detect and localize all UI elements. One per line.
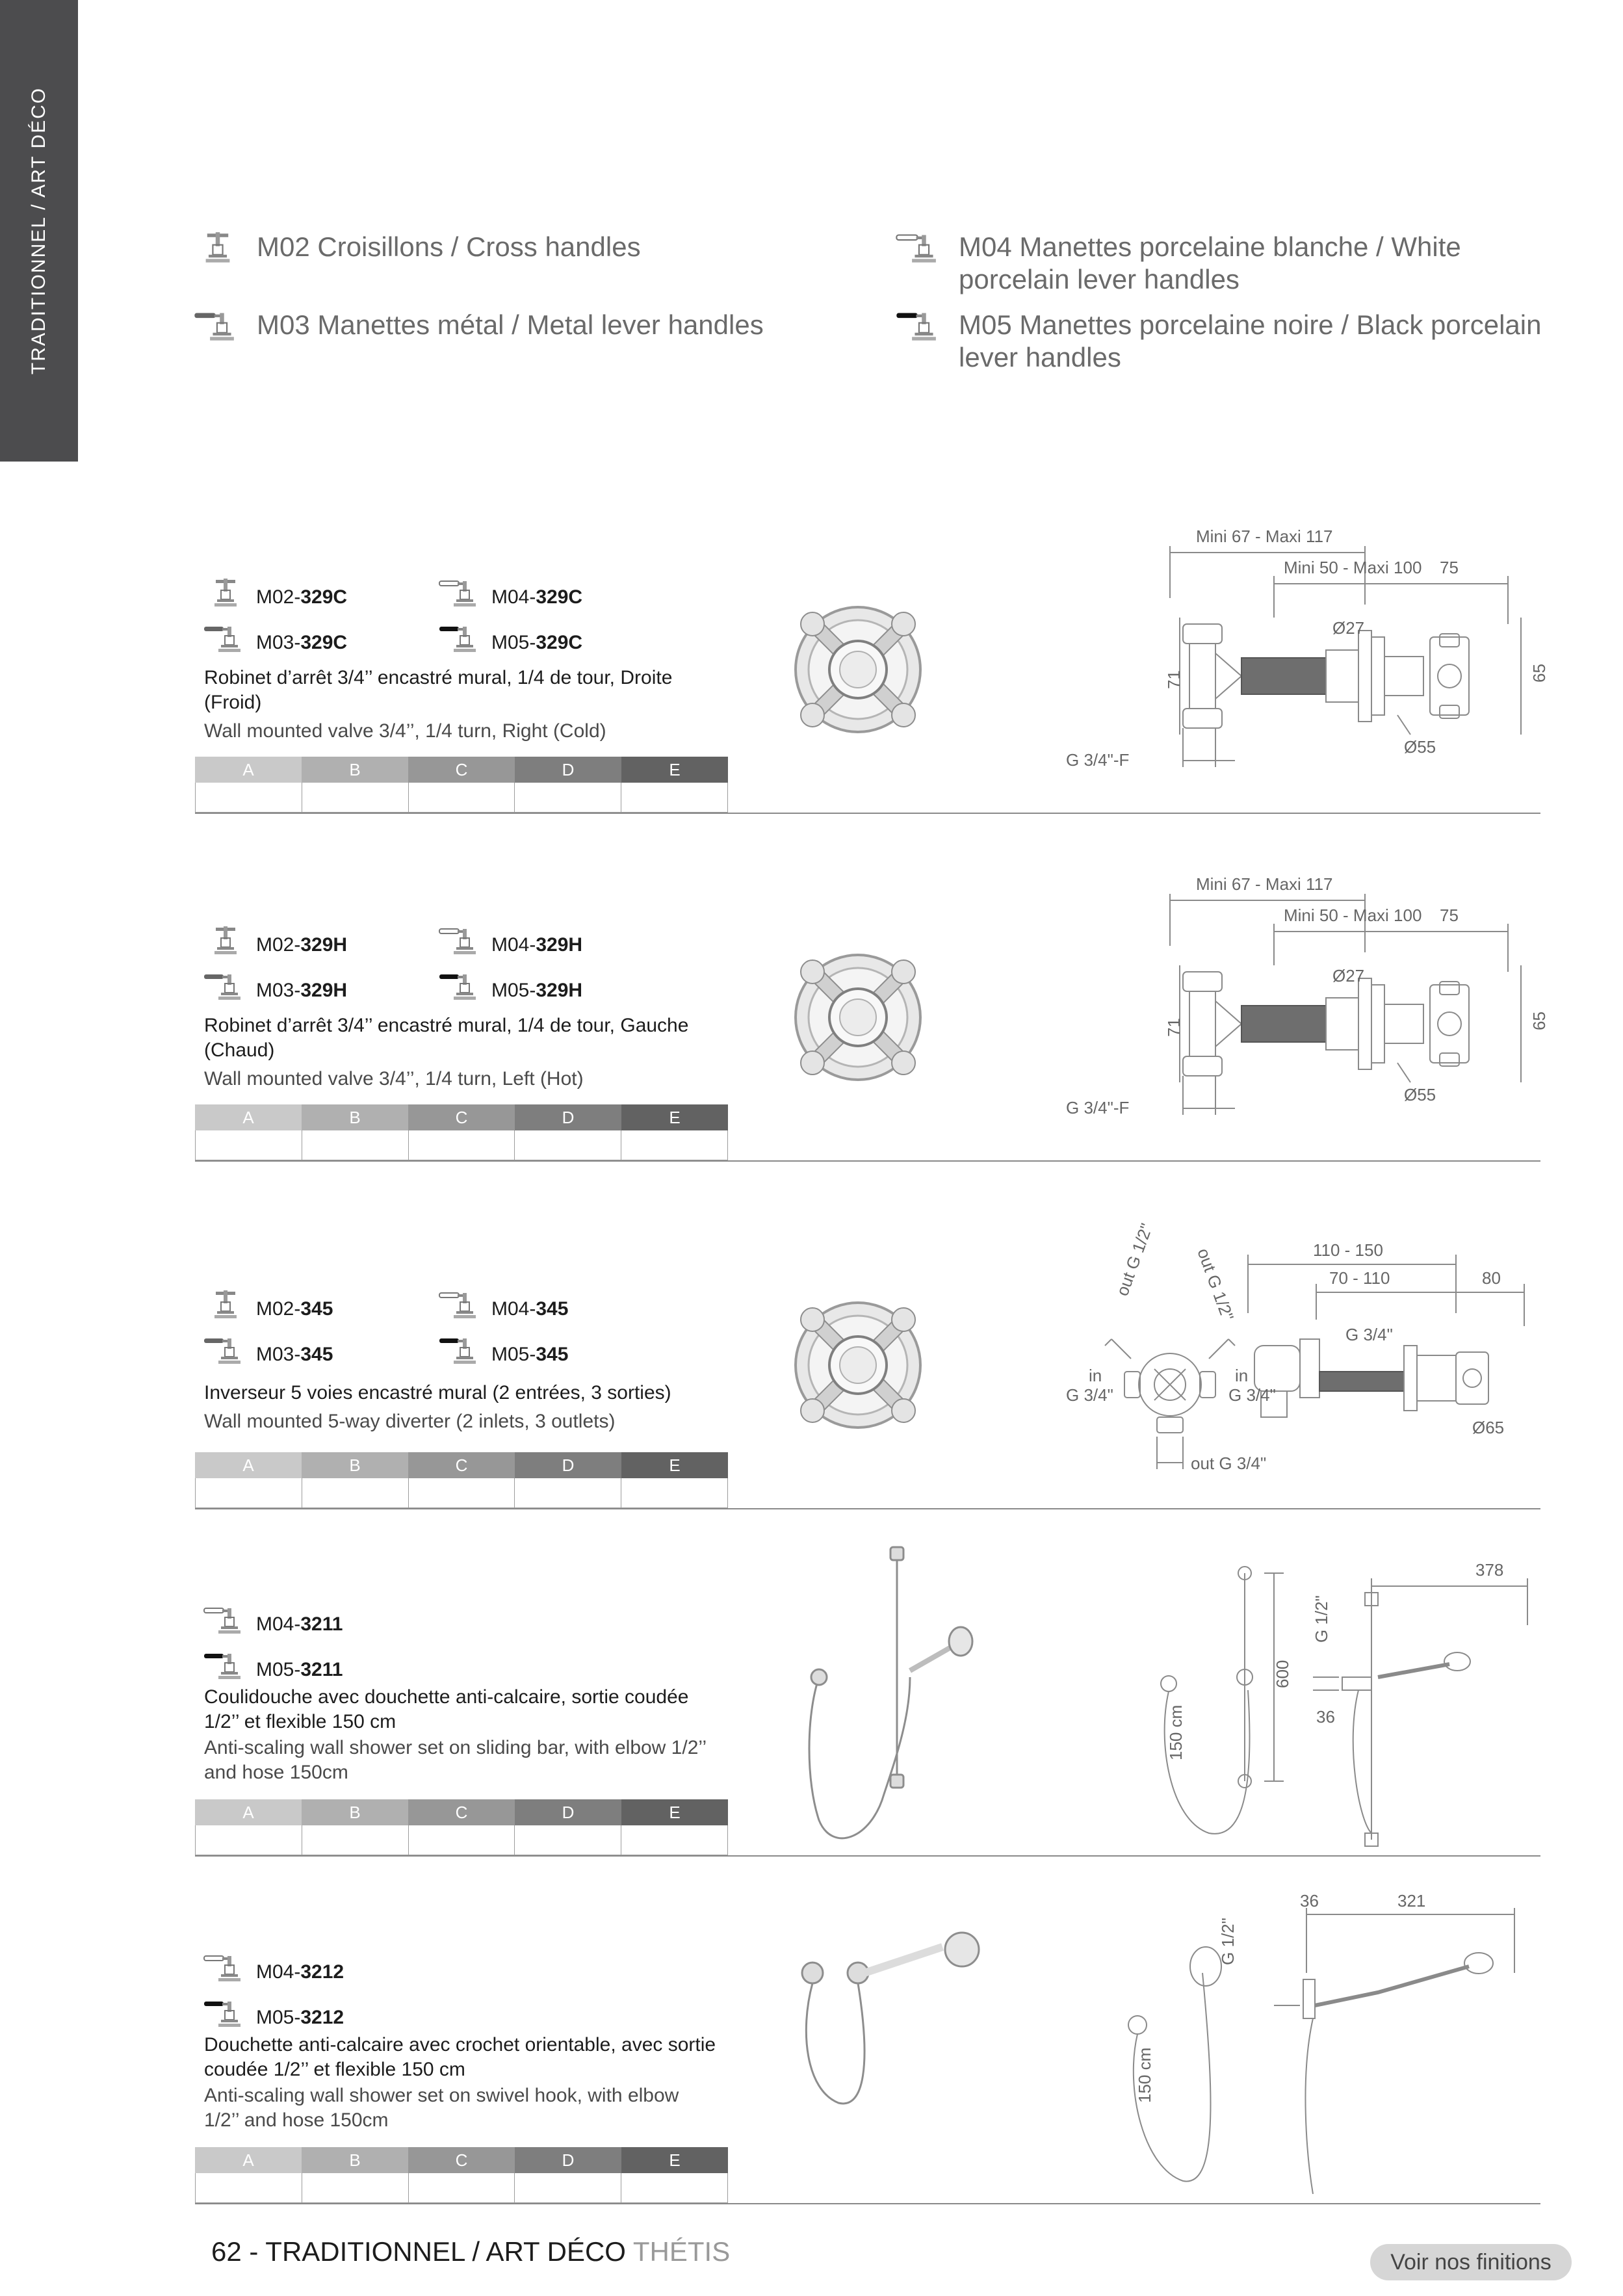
grid-cell xyxy=(409,2173,515,2203)
product-code: M03-329H xyxy=(201,972,347,1002)
black-lever-icon xyxy=(437,972,485,1000)
product-code: M05-345 xyxy=(437,1336,568,1366)
product-code: M04-329C xyxy=(437,579,582,608)
finish-legend-m04: M04 Manettes porcelaine blanche / White porcelain lever handles xyxy=(959,231,1557,296)
grid-cell xyxy=(195,1825,302,1855)
grid-header-e: E xyxy=(621,1104,728,1130)
page-number: 62 xyxy=(211,2236,242,2267)
grid-header-c: C xyxy=(408,1452,515,1478)
section-divider xyxy=(195,1160,1540,1162)
dim-total: 110 - 150 xyxy=(1313,1240,1383,1260)
grid-cell xyxy=(409,1478,515,1508)
product-345 xyxy=(195,1216,1540,1515)
technical-drawing xyxy=(1066,520,1549,780)
dim-in-left-size: G 3/4" xyxy=(1066,1385,1113,1405)
grid-header-c: C xyxy=(408,757,515,783)
grid-cell xyxy=(195,783,302,813)
product-329h xyxy=(195,868,1549,1167)
product-3212 xyxy=(195,1891,1540,2207)
dim-total: Mini 67 - Maxi 117 xyxy=(1196,527,1333,546)
grid-header-a: A xyxy=(195,2147,302,2173)
dim-width: 378 xyxy=(1475,1560,1504,1580)
white-lever-icon xyxy=(201,1953,250,1982)
product-code: M05-3212 xyxy=(201,1999,344,2029)
dim-handle: 80 xyxy=(1482,1268,1501,1288)
description-fr: Inverseur 5 voies encastré mural (2 entrées, 3 sorties) xyxy=(204,1382,671,1403)
product-code: M04-345 xyxy=(437,1290,568,1320)
dim-g: G 1/2" xyxy=(1218,1918,1238,1965)
description-en: Wall mounted 5-way diverter (2 inlets, 3 outlets) xyxy=(204,1411,616,1432)
dim-d1: Ø27 xyxy=(1332,618,1365,638)
dim-out3: out G 3/4" xyxy=(1191,1454,1267,1473)
technical-drawing xyxy=(1144,1547,1540,1853)
grid-header-d: D xyxy=(515,1104,621,1130)
grid-cell xyxy=(409,1825,515,1855)
grid-cell xyxy=(409,1130,515,1160)
grid-header-b: B xyxy=(302,1452,408,1478)
grid-header-e: E xyxy=(621,1452,728,1478)
description-en: Anti-scaling wall shower set on sliding bar, with elbow 1/2’’ and hose 150cm xyxy=(204,1737,707,1783)
grid-header-b: B xyxy=(302,2147,408,2173)
dim-width: 321 xyxy=(1397,1891,1426,1911)
dim-total: Mini 67 - Maxi 117 xyxy=(1196,874,1333,894)
grid-header-c: C xyxy=(408,1104,515,1130)
white-lever-icon xyxy=(201,1606,250,1634)
black-lever-icon xyxy=(894,310,946,341)
valve-photo xyxy=(780,939,936,1095)
description-en: Wall mounted valve 3/4’’, 1/4 turn, Right (Cold) xyxy=(204,720,606,742)
product-code: M02-345 xyxy=(201,1290,333,1320)
valve-photo xyxy=(780,592,936,748)
dim-out2: out G 1/2" xyxy=(1193,1246,1238,1324)
finish-grid xyxy=(195,1799,728,1855)
dim-handle: 75 xyxy=(1440,558,1459,577)
dim-hose: 150 cm xyxy=(1166,1704,1186,1760)
grid-header-a: A xyxy=(195,1104,302,1130)
grid-cell xyxy=(515,1478,621,1508)
grid-header-e: E xyxy=(621,757,728,783)
dim-offset: 36 xyxy=(1300,1891,1319,1911)
description-fr: Douchette anti-calcaire avec crochet orientable, avec sortie coudée 1/2’’ et flexible 150 cm xyxy=(204,2034,716,2080)
description-fr: Robinet d’arrêt 3/4’’ encastré mural, 1/4 de tour, Droite (Froid) xyxy=(204,667,673,713)
dim-body: 70 - 110 xyxy=(1329,1268,1390,1288)
grid-header-d: D xyxy=(515,1452,621,1478)
dim-out1: out G 1/2" xyxy=(1112,1220,1157,1299)
black-lever-icon xyxy=(201,1651,250,1680)
dim-bar: 600 xyxy=(1273,1660,1292,1688)
dim-h2: 65 xyxy=(1529,1011,1549,1030)
grid-cell xyxy=(302,1825,409,1855)
dim-d1: Ø27 xyxy=(1332,966,1365,985)
product-code: M02-329C xyxy=(201,579,347,608)
grid-cell xyxy=(621,1478,728,1508)
dim-d2: Ø55 xyxy=(1404,737,1436,757)
dim-d: Ø65 xyxy=(1472,1418,1505,1437)
section-divider xyxy=(195,1508,1540,1509)
grid-cell xyxy=(621,1130,728,1160)
dim-h: 71 xyxy=(1164,1018,1184,1037)
grid-header-d: D xyxy=(515,1799,621,1825)
metal-lever-icon xyxy=(201,972,250,1000)
product-code: M04-329H xyxy=(437,926,582,956)
grid-cell xyxy=(195,2173,302,2203)
shower-set-photo xyxy=(780,1547,975,1853)
grid-cell xyxy=(621,1825,728,1855)
section-divider xyxy=(195,1855,1540,1857)
side-tab xyxy=(0,0,78,462)
grid-header-a: A xyxy=(195,757,302,783)
finish-grid xyxy=(195,757,728,813)
grid-cell xyxy=(621,783,728,813)
product-3211 xyxy=(195,1547,1540,1859)
finish-legend-m05: M05 Manettes porcelaine noire / Black porcelain lever handles xyxy=(959,309,1557,374)
side-tab-label: TRADITIONNEL / ART DÉCO xyxy=(28,86,49,375)
grid-cell xyxy=(302,1130,409,1160)
grid-header-e: E xyxy=(621,1799,728,1825)
dim-inlet: G 3/4"-F xyxy=(1066,750,1130,770)
product-code: M05-329C xyxy=(437,624,582,654)
black-lever-icon xyxy=(437,1336,485,1364)
black-lever-icon xyxy=(201,1999,250,2028)
finishes-button[interactable]: Voir nos finitions xyxy=(1370,2244,1572,2280)
shower-hook-photo xyxy=(780,1934,988,2129)
valve-photo xyxy=(780,1287,936,1443)
technical-drawing xyxy=(1066,868,1549,1128)
grid-header-c: C xyxy=(408,1799,515,1825)
white-lever-icon xyxy=(437,579,485,607)
footer-section: TRADITIONNEL / ART DÉCO xyxy=(265,2236,626,2267)
grid-header-a: A xyxy=(195,1799,302,1825)
technical-drawing xyxy=(1105,1891,1540,2200)
product-code: M05-3211 xyxy=(201,1651,343,1681)
metal-lever-icon xyxy=(192,310,244,341)
cross-handle-icon xyxy=(192,232,244,263)
cross-handle-icon xyxy=(201,926,250,955)
white-lever-icon xyxy=(437,1290,485,1319)
grid-header-d: D xyxy=(515,2147,621,2173)
grid-header-c: C xyxy=(408,2147,515,2173)
grid-cell xyxy=(515,2173,621,2203)
black-lever-icon xyxy=(437,624,485,653)
dim-body: Mini 50 - Maxi 100 xyxy=(1284,906,1422,925)
cross-handle-icon xyxy=(201,1290,250,1319)
dim-inlet: G 3/4"-F xyxy=(1066,1098,1130,1117)
technical-drawing xyxy=(1040,1216,1540,1489)
product-code: M05-329H xyxy=(437,972,582,1002)
description-fr: Coulidouche avec douchette anti-calcaire, sortie coudée 1/2’’ et flexible 150 cm xyxy=(204,1686,689,1732)
grid-cell xyxy=(302,783,409,813)
metal-lever-icon xyxy=(201,624,250,653)
dim-h2: 65 xyxy=(1529,664,1549,683)
footer-brand: THÉTIS xyxy=(632,2236,731,2267)
finish-grid xyxy=(195,1452,728,1508)
dim-in-left: in xyxy=(1089,1366,1102,1385)
finish-legend-m02: M02 Croisillons / Cross handles xyxy=(257,231,712,263)
grid-header-b: B xyxy=(302,1104,408,1130)
product-code: M04-3211 xyxy=(201,1606,343,1636)
dim-g: G 1/2" xyxy=(1312,1595,1331,1643)
section-divider xyxy=(195,2203,1540,2204)
white-lever-icon xyxy=(894,232,946,263)
dim-offset: 36 xyxy=(1316,1707,1335,1727)
product-329c xyxy=(195,520,1549,819)
product-code: M04-3212 xyxy=(201,1953,344,1983)
grid-cell xyxy=(621,2173,728,2203)
dim-handle: 75 xyxy=(1440,906,1459,925)
dim-hose: 150 cm xyxy=(1135,2047,1154,2103)
product-code: M02-329H xyxy=(201,926,347,956)
description-en: Wall mounted valve 3/4’’, 1/4 turn, Left (Hot) xyxy=(204,1068,584,1089)
description-en: Anti-scaling wall shower set on swivel hook, with elbow 1/2’’ and hose 150cm xyxy=(204,2085,679,2131)
grid-cell xyxy=(515,783,621,813)
dim-g: G 3/4" xyxy=(1345,1325,1393,1344)
grid-cell xyxy=(302,2173,409,2203)
product-code: M03-345 xyxy=(201,1336,333,1366)
grid-header-e: E xyxy=(621,2147,728,2173)
grid-cell xyxy=(195,1478,302,1508)
finish-grid xyxy=(195,2147,728,2203)
grid-cell xyxy=(409,783,515,813)
dim-in-right: in xyxy=(1235,1366,1249,1385)
white-lever-icon xyxy=(437,926,485,955)
dim-body: Mini 50 - Maxi 100 xyxy=(1284,558,1422,577)
description-fr: Robinet d’arrêt 3/4’’ encastré mural, 1/4 de tour, Gauche (Chaud) xyxy=(204,1015,689,1061)
grid-cell xyxy=(195,1130,302,1160)
dim-in-right-size: G 3/4" xyxy=(1228,1385,1276,1405)
grid-header-a: A xyxy=(195,1452,302,1478)
finish-legend-m03: M03 Manettes métal / Metal lever handles xyxy=(257,309,842,341)
dim-d2: Ø55 xyxy=(1404,1085,1436,1104)
metal-lever-icon xyxy=(201,1336,250,1364)
grid-cell xyxy=(515,1130,621,1160)
grid-cell xyxy=(515,1825,621,1855)
finish-grid xyxy=(195,1104,728,1160)
grid-cell xyxy=(302,1478,409,1508)
dim-h: 71 xyxy=(1164,670,1184,689)
section-divider xyxy=(195,813,1540,814)
grid-header-b: B xyxy=(302,757,408,783)
product-code: M03-329C xyxy=(201,624,347,654)
page-footer: 62 - TRADITIONNEL / ART DÉCO THÉTIS xyxy=(211,2236,731,2267)
grid-header-d: D xyxy=(515,757,621,783)
cross-handle-icon xyxy=(201,579,250,607)
grid-header-b: B xyxy=(302,1799,408,1825)
